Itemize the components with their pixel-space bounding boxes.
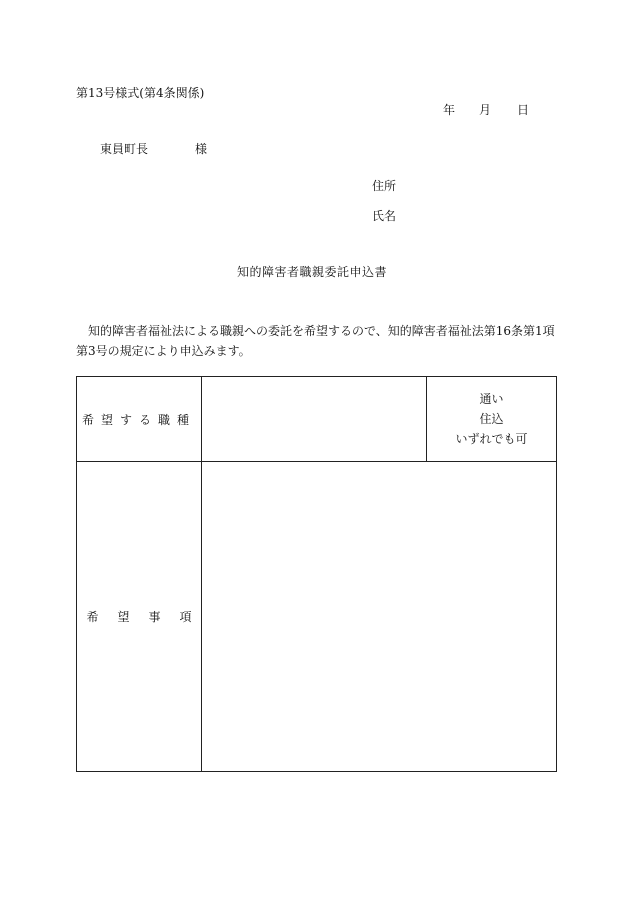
option-commute[interactable]: 通い (479, 392, 504, 406)
request-table (76, 376, 557, 772)
applicant-address-label: 住所 (372, 179, 397, 193)
date-year-label: 年 (443, 103, 456, 117)
addressee-name: 東員町長 (100, 142, 149, 156)
addressee-honorific: 様 (195, 142, 208, 156)
option-live-in[interactable]: 住込 (479, 412, 504, 426)
wish-items-label (77, 462, 202, 772)
document-title: 知的障害者職親委託申込書 (237, 265, 388, 279)
desired-job-label: 希望する職種 (77, 377, 202, 462)
wish-row (77, 462, 557, 772)
wish-label-char: 事 (148, 610, 161, 624)
date-day-label: 日 (517, 103, 530, 117)
application-statement: 知的障害者福祉法による職親への委託を希望するので、知的障害者福祉法第16条第1項第3号の規定により申込みます。 (76, 324, 555, 358)
job-row (77, 377, 557, 462)
wish-label-char: 望 (117, 610, 130, 624)
date-line (443, 102, 529, 118)
date-month-label: 月 (479, 103, 492, 117)
wish-items-field[interactable] (202, 462, 557, 772)
wish-label-char: 項 (179, 610, 192, 624)
form-number: 第13号様式(第4条関係) (76, 86, 205, 100)
work-style-options (427, 377, 557, 462)
applicant-name-label: 氏名 (372, 209, 397, 223)
option-either[interactable]: いずれでも可 (455, 432, 528, 446)
wish-label-char: 希 (86, 610, 99, 624)
addressee (100, 141, 207, 157)
desired-job-field[interactable] (202, 377, 427, 462)
